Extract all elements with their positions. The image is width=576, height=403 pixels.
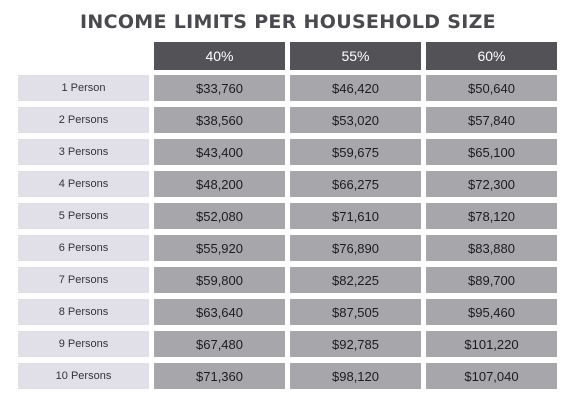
row-label: 3 Persons [18,139,149,165]
table-cell: $107,040 [426,363,557,389]
table-cell: $89,700 [426,267,557,293]
table-cell: $46,420 [290,75,421,101]
row-label: 1 Person [18,75,149,101]
table-cell: $95,460 [426,299,557,325]
table-cell: $82,225 [290,267,421,293]
row-label: 10 Persons [18,363,149,389]
table-cell: $43,400 [154,139,285,165]
row-label: 8 Persons [18,299,149,325]
row-label: 7 Persons [18,267,149,293]
table-cell: $38,560 [154,107,285,133]
table-cell: $63,640 [154,299,285,325]
table-cell: $92,785 [290,331,421,357]
row-label: 4 Persons [18,171,149,197]
table-cell: $48,200 [154,171,285,197]
table-cell: $53,020 [290,107,421,133]
table-cell: $83,880 [426,235,557,261]
table-cell: $76,890 [290,235,421,261]
table-cell: $67,480 [154,331,285,357]
table-cell: $59,800 [154,267,285,293]
table-cell: $65,100 [426,139,557,165]
table-cell: $71,360 [154,363,285,389]
table-cell: $78,120 [426,203,557,229]
table-cell: $98,120 [290,363,421,389]
page-title: INCOME LIMITS PER HOUSEHOLD SIZE [80,11,496,33]
table-cell: $55,920 [154,235,285,261]
table-cell: $52,080 [154,203,285,229]
column-header-55: 55% [290,42,421,70]
row-label: 6 Persons [18,235,149,261]
table-cell: $87,505 [290,299,421,325]
row-label: 2 Persons [18,107,149,133]
table-cell: $101,220 [426,331,557,357]
column-header-40: 40% [154,42,285,70]
table-cell: $33,760 [154,75,285,101]
column-header-60: 60% [426,42,557,70]
table-cell: $72,300 [426,171,557,197]
table-cell: $59,675 [290,139,421,165]
row-label: 9 Persons [18,331,149,357]
table-cell: $71,610 [290,203,421,229]
row-label: 5 Persons [18,203,149,229]
table-cell: $50,640 [426,75,557,101]
table-cell: $57,840 [426,107,557,133]
table-cell: $66,275 [290,171,421,197]
